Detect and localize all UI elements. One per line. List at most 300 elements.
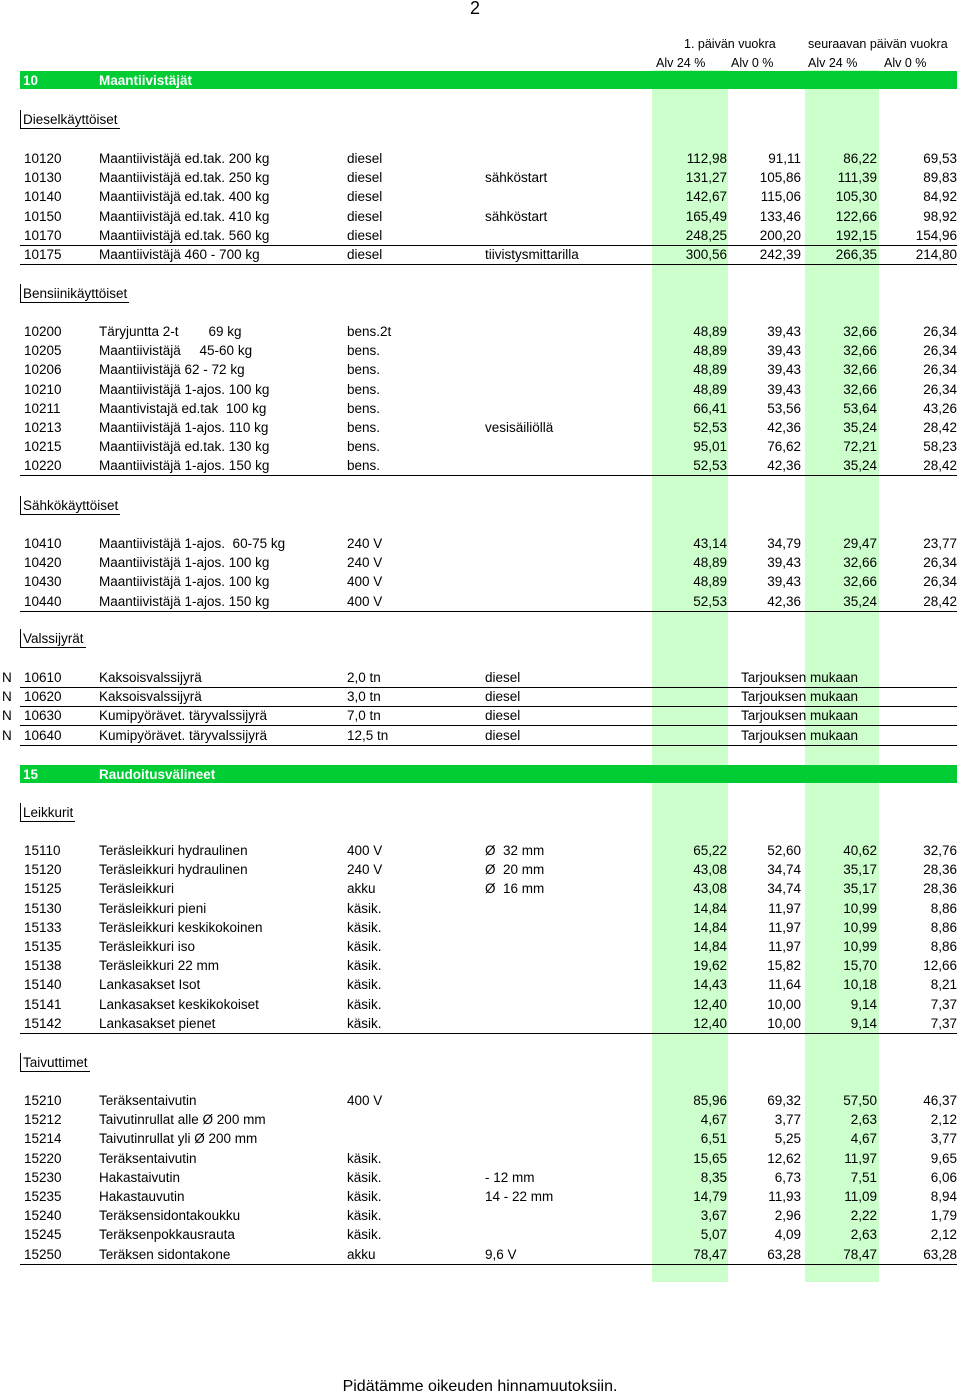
cell-name: Maantiivistäjä ed.tak. 400 kg xyxy=(99,189,270,204)
cell-price-p4: 8,86 xyxy=(930,901,957,916)
cell-price-p4: 26,34 xyxy=(923,343,957,358)
cell-price-p2: 11,97 xyxy=(768,920,801,935)
cell-price-p3: 32,66 xyxy=(843,362,877,377)
cell-code: 10610 xyxy=(24,670,62,685)
cell-code: 15130 xyxy=(24,901,62,916)
cell-price-p3: 10,99 xyxy=(843,920,877,935)
cell-price-p2: 39,43 xyxy=(767,574,801,589)
table-row xyxy=(20,1225,957,1244)
cell-price-p1: 66,41 xyxy=(693,401,727,416)
cell-price-p1: 5,07 xyxy=(700,1227,727,1242)
table-row xyxy=(20,380,957,399)
cell-name: Kaksoisvalssijyrä xyxy=(99,689,202,704)
cell-price-p4: 28,42 xyxy=(923,420,957,435)
cell-spec: bens.2t xyxy=(347,324,392,339)
table-row xyxy=(20,1014,957,1034)
table-row xyxy=(20,995,957,1014)
cell-price-p2: 42,36 xyxy=(767,420,801,435)
header-vat0-next: Alv 0 % xyxy=(884,56,927,70)
cell-name: Teräksen sidontakone xyxy=(99,1247,231,1262)
cell-code: 15120 xyxy=(24,862,62,877)
cell-price-p4: 63,28 xyxy=(923,1247,957,1262)
cell-price-p2: 76,62 xyxy=(767,439,801,454)
cell-spec: bens. xyxy=(347,439,381,454)
cell-price-p4: 214,80 xyxy=(915,247,957,262)
cell-extra: sähköstart xyxy=(485,209,548,224)
cell-price-p1: 14,84 xyxy=(693,920,727,935)
cell-name: Taivutinrullat yli Ø 200 mm xyxy=(99,1131,258,1146)
table-row xyxy=(20,841,957,860)
cell-extra: diesel xyxy=(485,728,521,743)
cell-spec: 240 V xyxy=(347,862,383,877)
table-row xyxy=(20,437,957,456)
cell-price-p1: 65,22 xyxy=(693,843,727,858)
cell-extra: 9,6 V xyxy=(485,1247,517,1262)
cell-price-p1: 48,89 xyxy=(693,382,727,397)
cell-name: Teräksenpokkausrauta xyxy=(99,1227,235,1242)
cell-extra: sähköstart xyxy=(485,170,548,185)
cell-spec: diesel xyxy=(347,228,383,243)
cell-price-p2: 15,82 xyxy=(767,958,801,973)
cell-spec: bens. xyxy=(347,458,381,473)
cell-code: 10175 xyxy=(24,247,62,262)
cell-code: 10620 xyxy=(24,689,62,704)
cell-code: 15250 xyxy=(24,1247,62,1262)
cell-code: 15110 xyxy=(24,843,61,858)
cell-spec: akku xyxy=(347,1247,376,1262)
cell-spec: 240 V xyxy=(347,536,383,551)
cell-price-p4: 98,92 xyxy=(923,209,957,224)
cell-price-p3: 2,22 xyxy=(850,1208,877,1223)
cell-price-note: Tarjouksen mukaan xyxy=(741,708,859,723)
cell-price-p1: 14,79 xyxy=(693,1189,727,1204)
cell-price-p1: 12,40 xyxy=(693,1016,727,1031)
cell-price-p2: 4,09 xyxy=(774,1227,801,1242)
cell-price-p4: 28,36 xyxy=(923,881,957,896)
cell-name: Maantiivistäjä 1-ajos. 110 kg xyxy=(99,420,269,435)
table-row xyxy=(20,168,957,187)
cell-price-p3: 35,24 xyxy=(843,458,877,473)
cell-name: Teräsleikkuri xyxy=(99,881,175,896)
category-code: 10 xyxy=(23,73,39,88)
table-row xyxy=(20,1206,957,1225)
cell-price-p4: 89,83 xyxy=(923,170,957,185)
cell-code: 15125 xyxy=(24,881,62,896)
table-row xyxy=(20,918,957,937)
cell-price-p2: 34,79 xyxy=(767,536,801,551)
header-next-day: seuraavan päivän vuokra xyxy=(808,37,948,51)
cell-price-p1: 48,89 xyxy=(693,324,727,339)
cell-price-p2: 5,25 xyxy=(774,1131,801,1146)
table-row xyxy=(20,360,957,379)
cell-name: Teräsleikkuri 22 mm xyxy=(99,958,220,973)
cell-price-p3: 72,21 xyxy=(843,439,877,454)
cell-name: Maantiivistäjä 62 - 72 kg xyxy=(99,362,245,377)
cell-name: Hakastauvutin xyxy=(99,1189,185,1204)
cell-price-p3: 57,50 xyxy=(843,1093,877,1108)
header-vat24-next: Alv 24 % xyxy=(808,56,858,70)
cell-name: Lankasakset Isot xyxy=(99,977,201,992)
cell-spec: bens. xyxy=(347,382,381,397)
cell-code: 15235 xyxy=(24,1189,62,1204)
section-valssi: Valssijyrät xyxy=(20,629,86,648)
cell-price-p4: 43,26 xyxy=(923,401,957,416)
cell-price-p4: 8,21 xyxy=(930,977,957,992)
cell-price-p3: 32,66 xyxy=(843,555,877,570)
cell-code: 10130 xyxy=(24,170,62,185)
new-item-mark: N xyxy=(2,708,12,723)
cell-price-p1: 248,25 xyxy=(685,228,727,243)
cell-price-p1: 6,51 xyxy=(700,1131,727,1146)
cell-code: 15245 xyxy=(24,1227,62,1242)
cell-name: Teräsleikkuri iso xyxy=(99,939,196,954)
cell-price-note: Tarjouksen mukaan xyxy=(741,670,859,685)
cell-spec: bens. xyxy=(347,401,381,416)
cell-price-p3: 192,15 xyxy=(835,228,877,243)
cell-price-p4: 28,42 xyxy=(923,458,957,473)
cell-price-p1: 4,67 xyxy=(700,1112,727,1127)
cell-price-p3: 40,62 xyxy=(843,843,877,858)
cell-price-p1: 48,89 xyxy=(693,555,727,570)
cell-name: Maantiivistäjä 1-ajos. 150 kg xyxy=(99,458,270,473)
category-15-bar xyxy=(20,765,957,783)
cell-price-p3: 11,09 xyxy=(844,1189,877,1204)
header-day1: 1. päivän vuokra xyxy=(684,37,776,51)
cell-spec: diesel xyxy=(347,247,383,262)
cell-name: Maantiivistäjä 45-60 kg xyxy=(99,343,253,358)
cell-price-p2: 105,86 xyxy=(759,170,801,185)
section-taivuttimet: Taivuttimet xyxy=(20,1053,90,1072)
cell-price-p3: 10,99 xyxy=(843,939,877,954)
table-row xyxy=(20,1149,957,1168)
cell-name: Maantiivistäjä ed.tak. 130 kg xyxy=(99,439,270,454)
cell-price-p3: 53,64 xyxy=(843,401,877,416)
cell-price-p1: 52,53 xyxy=(693,458,727,473)
table-row xyxy=(20,418,957,437)
cell-price-p1: 142,67 xyxy=(685,189,727,204)
table-row xyxy=(20,1110,957,1129)
cell-price-p1: 112,98 xyxy=(686,151,727,166)
category-name: Raudoitusvälineet xyxy=(99,767,216,782)
cell-code: 10213 xyxy=(24,420,62,435)
section-diesel: Dieselkäyttöiset xyxy=(20,110,120,129)
cell-name: Teräsleikkuri keskikokoinen xyxy=(99,920,263,935)
cell-price-p4: 26,34 xyxy=(923,324,957,339)
cell-price-p1: 12,40 xyxy=(693,997,727,1012)
cell-price-p4: 23,77 xyxy=(923,536,957,551)
cell-code: 10150 xyxy=(24,209,62,224)
cell-name: Teräksentaivutin xyxy=(99,1093,197,1108)
cell-code: 10205 xyxy=(24,343,62,358)
table-row xyxy=(20,899,957,918)
cell-price-p4: 7,37 xyxy=(930,997,957,1012)
cell-name: Maantivistajä ed.tak 100 kg xyxy=(99,401,267,416)
cell-code: 15230 xyxy=(24,1170,62,1185)
cell-spec: käsik. xyxy=(347,920,382,935)
table-row xyxy=(20,399,957,418)
cell-code: 15214 xyxy=(24,1131,62,1146)
cell-spec: akku xyxy=(347,881,376,896)
table-row xyxy=(20,572,957,591)
table-row xyxy=(20,879,957,898)
cell-code: 10211 xyxy=(24,401,61,416)
cell-name: Maantiivistäjä 1-ajos. 100 kg xyxy=(99,555,270,570)
cell-name: Maantiivistäjä 1-ajos. 100 kg xyxy=(99,574,270,589)
cell-price-p1: 15,65 xyxy=(693,1151,727,1166)
cell-code: 10430 xyxy=(24,574,62,589)
cell-price-p4: 26,34 xyxy=(923,362,957,377)
table-row xyxy=(20,456,957,476)
cell-spec: käsik. xyxy=(347,901,382,916)
cell-spec: käsik. xyxy=(347,977,382,992)
cell-spec: bens. xyxy=(347,420,381,435)
cell-code: 10206 xyxy=(24,362,62,377)
cell-spec: 2,0 tn xyxy=(347,670,381,685)
cell-price-p4: 2,12 xyxy=(930,1112,957,1127)
table-row xyxy=(20,1129,957,1148)
cell-name: Maantiivistäjä ed.tak. 200 kg xyxy=(99,151,270,166)
cell-spec: 7,0 tn xyxy=(347,708,381,723)
cell-spec: 400 V xyxy=(347,574,383,589)
cell-extra: diesel xyxy=(485,670,521,685)
cell-code: 10630 xyxy=(24,708,62,723)
cell-spec: käsik. xyxy=(347,1227,382,1242)
cell-spec: käsik. xyxy=(347,1151,382,1166)
cell-price-p4: 32,76 xyxy=(923,843,957,858)
category-10-bar xyxy=(20,71,957,89)
cell-price-p3: 32,66 xyxy=(843,574,877,589)
cell-price-p2: 11,97 xyxy=(768,939,801,954)
table-row xyxy=(20,553,957,572)
cell-spec: diesel xyxy=(347,151,383,166)
cell-price-p4: 26,34 xyxy=(923,574,957,589)
table-row xyxy=(20,592,957,612)
category-code: 15 xyxy=(23,767,39,782)
cell-code: 10410 xyxy=(24,536,62,551)
cell-price-p3: 35,24 xyxy=(843,420,877,435)
cell-code: 15240 xyxy=(24,1208,62,1223)
section-sahko: Sähkökäyttöiset xyxy=(20,496,120,515)
cell-extra: Ø 20 mm xyxy=(485,862,545,877)
cell-code: 15220 xyxy=(24,1151,62,1166)
cell-code: 10215 xyxy=(24,439,62,454)
cell-extra: tiivistysmittarilla xyxy=(485,247,579,262)
cell-price-p2: 69,32 xyxy=(767,1093,801,1108)
cell-price-p2: 242,39 xyxy=(759,247,801,262)
cell-price-p2: 39,43 xyxy=(767,343,801,358)
cell-price-p2: 11,97 xyxy=(768,901,801,916)
cell-price-p4: 26,34 xyxy=(923,555,957,570)
cell-extra: - 12 mm xyxy=(485,1170,535,1185)
cell-price-p4: 26,34 xyxy=(923,382,957,397)
cell-code: 15140 xyxy=(24,977,62,992)
header-vat24-day1: Alv 24 % xyxy=(656,56,706,70)
cell-price-p1: 43,14 xyxy=(693,536,727,551)
cell-price-note: Tarjouksen mukaan xyxy=(741,689,859,704)
cell-spec: käsik. xyxy=(347,958,382,973)
cell-price-p2: 42,36 xyxy=(767,594,801,609)
cell-price-p1: 85,96 xyxy=(693,1093,727,1108)
cell-code: 15135 xyxy=(24,939,62,954)
cell-price-p2: 53,56 xyxy=(767,401,801,416)
cell-code: 15138 xyxy=(24,958,62,973)
cell-price-p1: 19,62 xyxy=(693,958,727,973)
cell-price-p3: 2,63 xyxy=(850,1227,877,1242)
cell-code: 15141 xyxy=(24,997,62,1012)
table-row xyxy=(20,245,957,265)
cell-price-p3: 9,14 xyxy=(850,1016,877,1031)
table-row xyxy=(20,207,957,226)
cell-code: 15212 xyxy=(24,1112,62,1127)
cell-price-p1: 131,27 xyxy=(685,170,727,185)
cell-price-p4: 8,94 xyxy=(930,1189,957,1204)
cell-price-p4: 12,66 xyxy=(923,958,957,973)
cell-price-p4: 6,06 xyxy=(930,1170,957,1185)
cell-price-p3: 35,17 xyxy=(843,862,877,877)
cell-price-p2: 6,73 xyxy=(774,1170,801,1185)
cell-extra: diesel xyxy=(485,689,521,704)
cell-code: 10210 xyxy=(24,382,62,397)
cell-price-p2: 39,43 xyxy=(767,382,801,397)
cell-name: Kaksoisvalssijyrä xyxy=(99,670,202,685)
table-row xyxy=(20,668,957,688)
cell-price-p4: 69,53 xyxy=(923,151,957,166)
cell-price-p4: 3,77 xyxy=(930,1131,957,1146)
table-row xyxy=(20,341,957,360)
cell-spec: 400 V xyxy=(347,594,383,609)
cell-price-p1: 8,35 xyxy=(700,1170,727,1185)
cell-price-p1: 3,67 xyxy=(700,1208,727,1223)
cell-price-p2: 11,93 xyxy=(768,1189,801,1204)
cell-price-p3: 10,18 xyxy=(843,977,877,992)
cell-extra: Ø 16 mm xyxy=(485,881,545,896)
cell-name: Kumipyörävet. täryvalssijyrä xyxy=(99,708,268,723)
cell-price-p3: 11,97 xyxy=(844,1151,877,1166)
cell-price-p2: 34,74 xyxy=(767,881,801,896)
cell-price-p3: 122,66 xyxy=(835,209,877,224)
header-vat0-day1: Alv 0 % xyxy=(731,56,774,70)
section-leikkurit: Leikkurit xyxy=(20,803,75,822)
cell-price-p1: 52,53 xyxy=(693,594,727,609)
cell-price-p1: 14,84 xyxy=(693,939,727,954)
table-row xyxy=(20,322,957,341)
table-row xyxy=(20,1245,957,1265)
cell-name: Hakastaivutin xyxy=(99,1170,181,1185)
cell-price-p1: 43,08 xyxy=(693,862,727,877)
cell-price-p3: 32,66 xyxy=(843,343,877,358)
cell-extra: Ø 32 mm xyxy=(485,843,545,858)
cell-name: Maantiivistäjä 1-ajos. 60-75 kg xyxy=(99,536,286,551)
cell-price-p2: 200,20 xyxy=(759,228,801,243)
section-bensiini: Bensiinikäyttöiset xyxy=(20,284,129,303)
cell-spec: diesel xyxy=(347,209,383,224)
cell-price-p3: 10,99 xyxy=(843,901,877,916)
cell-price-p3: 35,24 xyxy=(843,594,877,609)
cell-name: Lankasakset pienet xyxy=(99,1016,216,1031)
cell-code: 10140 xyxy=(24,189,62,204)
cell-name: Teräksentaivutin xyxy=(99,1151,197,1166)
cell-price-p2: 2,96 xyxy=(774,1208,801,1223)
cell-price-p3: 105,30 xyxy=(835,189,877,204)
cell-code: 15133 xyxy=(24,920,62,935)
cell-price-p2: 115,06 xyxy=(760,189,801,204)
cell-price-p2: 34,74 xyxy=(767,862,801,877)
cell-extra: diesel xyxy=(485,708,521,723)
new-item-mark: N xyxy=(2,728,12,743)
cell-price-p2: 3,77 xyxy=(774,1112,801,1127)
cell-spec: bens. xyxy=(347,343,381,358)
cell-price-p4: 154,96 xyxy=(915,228,957,243)
cell-name: Teräsleikkuri hydraulinen xyxy=(99,843,248,858)
cell-price-p4: 1,79 xyxy=(930,1208,957,1223)
table-row xyxy=(20,149,957,168)
cell-spec: käsik. xyxy=(347,1208,382,1223)
cell-name: Maantiivistäjä 460 - 700 kg xyxy=(99,247,260,262)
cell-code: 10120 xyxy=(24,151,62,166)
cell-price-p1: 14,84 xyxy=(693,901,727,916)
cell-price-p3: 86,22 xyxy=(843,151,877,166)
cell-spec: 12,5 tn xyxy=(347,728,389,743)
cell-name: Teräsleikkuri hydraulinen xyxy=(99,862,248,877)
table-row xyxy=(20,534,957,553)
cell-spec: diesel xyxy=(347,170,383,185)
cell-price-p1: 78,47 xyxy=(693,1247,727,1262)
cell-name: Maantiivistäjä ed.tak. 250 kg xyxy=(99,170,270,185)
cell-price-p4: 28,36 xyxy=(923,862,957,877)
cell-name: Täryjuntta 2-t 69 kg xyxy=(99,324,242,339)
table-row xyxy=(20,860,957,879)
cell-spec: käsik. xyxy=(347,1189,382,1204)
cell-spec: käsik. xyxy=(347,1170,382,1185)
cell-price-p3: 15,70 xyxy=(843,958,877,973)
cell-price-p2: 10,00 xyxy=(767,1016,801,1031)
table-row xyxy=(20,687,957,707)
cell-price-p1: 48,89 xyxy=(693,343,727,358)
cell-extra: vesisäiliöllä xyxy=(485,420,554,435)
cell-name: Kumipyörävet. täryvalssijyrä xyxy=(99,728,268,743)
cell-price-p2: 52,60 xyxy=(767,843,801,858)
cell-price-p1: 14,43 xyxy=(693,977,727,992)
cell-code: 10170 xyxy=(24,228,62,243)
cell-price-p2: 63,28 xyxy=(767,1247,801,1262)
cell-code: 10220 xyxy=(24,458,62,473)
cell-price-note: Tarjouksen mukaan xyxy=(741,728,859,743)
cell-price-p3: 32,66 xyxy=(843,324,877,339)
cell-price-p2: 12,62 xyxy=(767,1151,801,1166)
table-row xyxy=(20,956,957,975)
cell-code: 10420 xyxy=(24,555,62,570)
cell-price-p2: 10,00 xyxy=(767,997,801,1012)
cell-price-p4: 46,37 xyxy=(923,1093,957,1108)
cell-code: 10200 xyxy=(24,324,62,339)
cell-spec: 240 V xyxy=(347,555,383,570)
cell-name: Taivutinrullat alle Ø 200 mm xyxy=(99,1112,266,1127)
cell-price-p3: 29,47 xyxy=(843,536,877,551)
cell-price-p1: 52,53 xyxy=(693,420,727,435)
cell-price-p2: 42,36 xyxy=(767,458,801,473)
table-row xyxy=(20,187,957,206)
cell-spec: 400 V xyxy=(347,843,383,858)
cell-price-p2: 39,43 xyxy=(767,362,801,377)
cell-price-p3: 266,35 xyxy=(835,247,877,262)
page-number: 2 xyxy=(470,0,481,18)
table-row xyxy=(20,1187,957,1206)
cell-name: Maantiivistäjä ed.tak. 560 kg xyxy=(99,228,270,243)
cell-price-p3: 4,67 xyxy=(850,1131,877,1146)
cell-name: Maantiivistäjä 1-ajos. 150 kg xyxy=(99,594,270,609)
cell-code: 15210 xyxy=(24,1093,62,1108)
cell-price-p1: 48,89 xyxy=(693,362,727,377)
